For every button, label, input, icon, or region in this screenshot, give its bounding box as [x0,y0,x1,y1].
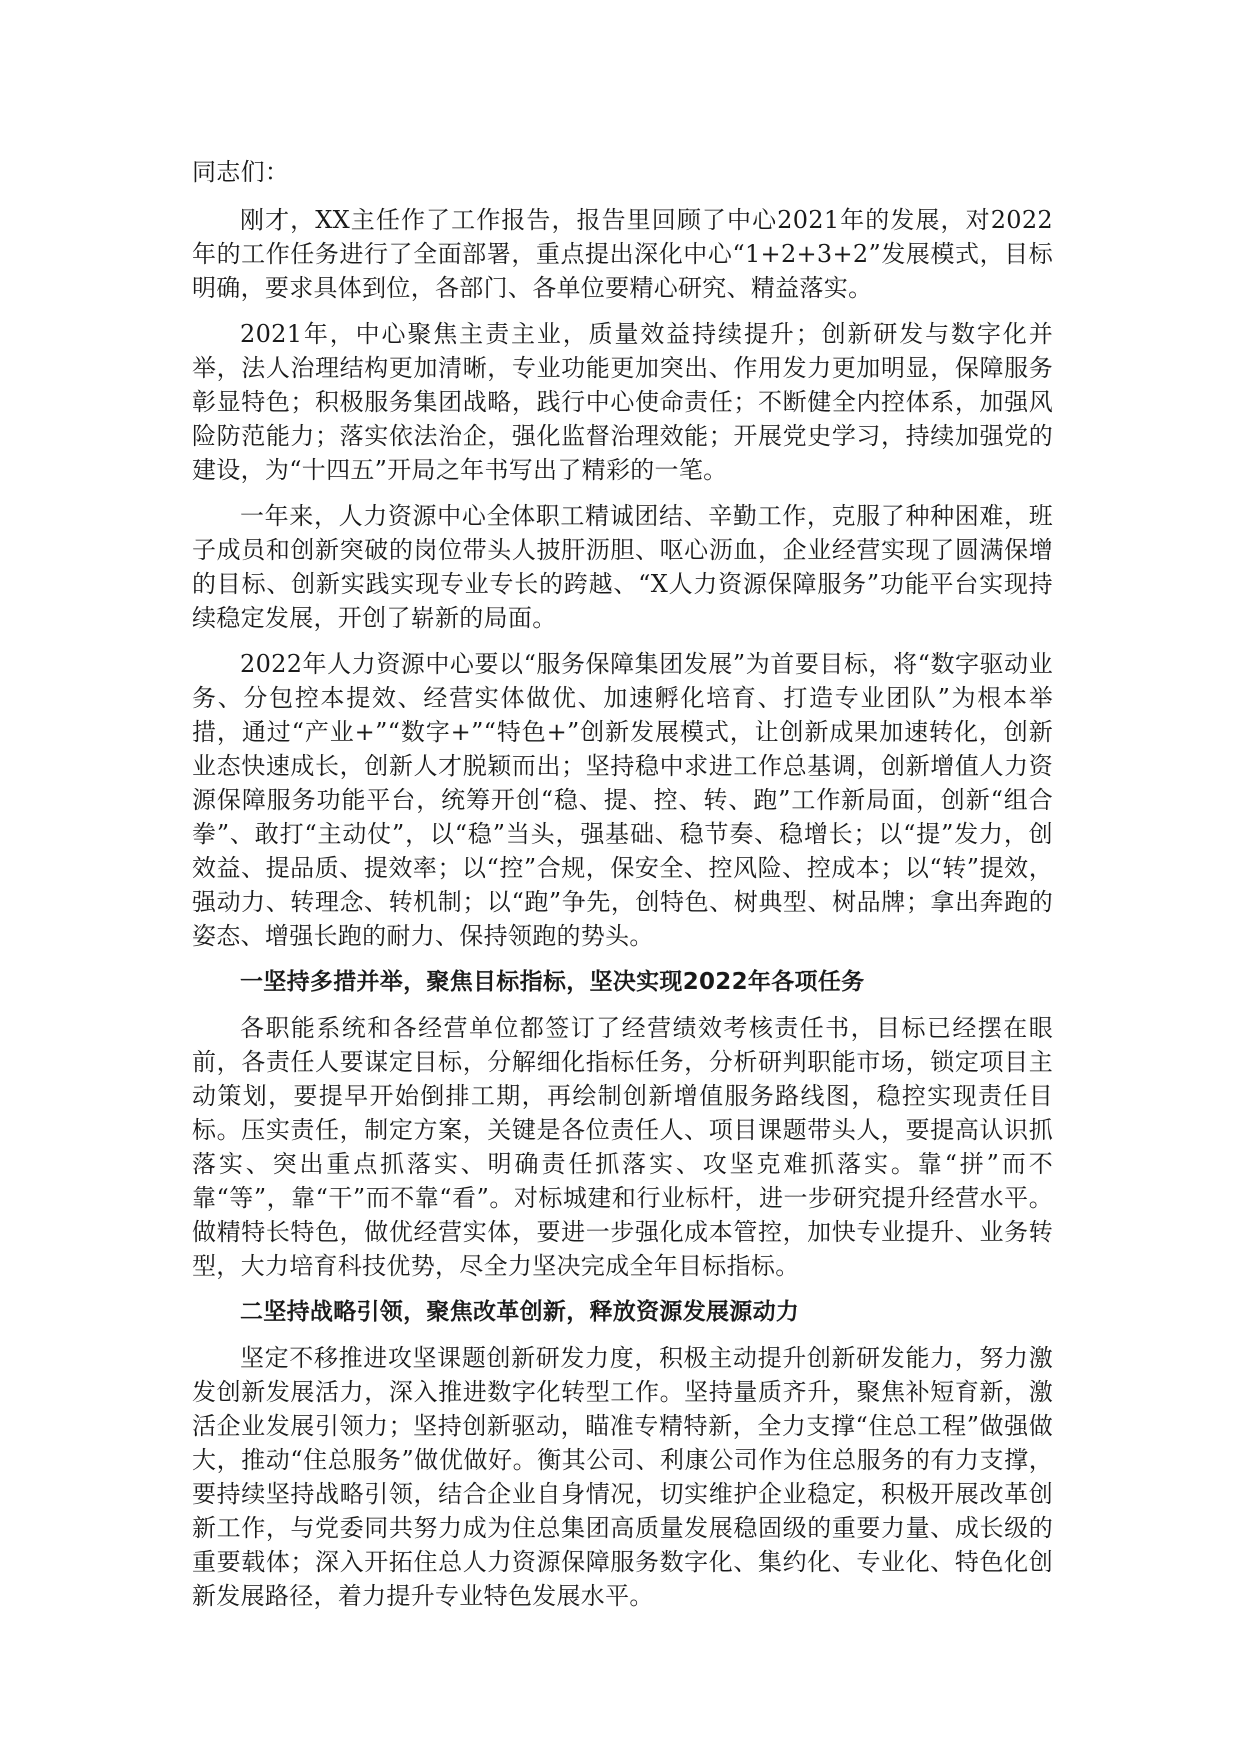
paragraph-year-achievements: 一年来，人力资源中心全体职工精诚团结、辛勤工作，克服了种种困难，班子成员和创新突破的岗位带头人披肝沥胆、呕心沥血，企业经营实现了圆满保增的目标、创新实践实现专业专长的跨越、“X人力资源保障服务”功能平台实现持续稳定发展，开创了崭新的局面。 [192,502,1053,632]
section-body-1: 各职能系统和各经营单位都签订了经营绩效考核责任书，目标已经摆在眼前，各责任人要谋定目标，分解细化指标任务，分析研判职能市场，锁定项目主动策划，要提早开始倒排工期，再绘制创新增值服务路线图，稳控实现责任目标。压实责任，制定方案，关键是各位责任人、项目课题带头人，要提高认识抓落实、突出重点抓落实、明确责任抓落实、攻坚克难抓落实。靠“拼”而不靠“等”，靠“干”而不靠“看”。对标城建和行业标杆，进一步研究提升经营水平。做精特长特色，做优经营实体，要进一步强化成本管控，加快专业提升、业务转型，大力培育科技优势，尽全力坚决完成全年目标指标。 [192,1014,1053,1280]
section-heading-2: 二坚持战略引领，聚焦改革创新，释放资源发展源动力 [240,1299,800,1325]
paragraph-report-intro: 刚才，XX主任作了工作报告，报告里回顾了中心2021年的发展，对2022年的工作任务进行了全面部署，重点提出深化中心“1+2+3+2”发展模式，目标明确，要求具体到位，各部门、各单位要精心研究、精益落实。 [192,206,1053,302]
section-body-2: 坚定不移推进攻坚课题创新研发力度，积极主动提升创新研发能力，努力激发创新发展活力，深入推进数字化转型工作。坚持量质齐升，聚焦补短育新，激活企业发展引领力；坚持创新驱动，瞄准专精特新，全力支撑“住总工程”做强做大，推动“住总服务”做优做好。衡其公司、利康公司作为住总服务的有力支撑，要持续坚持战略引领，结合企业自身情况，切实维护企业稳定，积极开展改革创新工作，与党委同共努力成为住总集团高质量发展稳固级的重要力量、成长级的重要载体；深入开拓住总人力资源保障服务数字化、集约化、专业化、特色化创新发展路径，着力提升专业特色发展水平。 [192,1344,1053,1610]
paragraph-2022-goals: 2022年人力资源中心要以“服务保障集团发展”为首要目标，将“数字驱动业务、分包控本提效、经营实体做优、加速孵化培育、打造专业团队”为根本举措，通过“产业+”“数字+”“特色+”创新发展模式，让创新成果加速转化，创新业态快速成长，创新人才脱颖而出；坚持稳中求进工作总基调，创新增值人力资源保障服务功能平台，统筹开创“稳、提、控、转、跑”工作新局面，创新“组合拳”、敢打“主动仗”，以“稳”当头，强基础、稳节奏、稳增长；以“提”发力，创效益、提品质、提效率；以“控”合规，保安全、控风险、控成本；以“转”提效，强动力、转理念、转机制；以“跑”争先，创特色、树典型、树品牌；拿出奔跑的姿态、增强长跑的耐力、保持领跑的势头。 [192,650,1053,950]
paragraph-2021-review: 2021年，中心聚焦主责主业，质量效益持续提升；创新研发与数字化并举，法人治理结构更加清晰，专业功能更加突出、作用发力更加明显，保障服务彰显特色；积极服务集团战略，践行中心使命责任；不断健全内控体系，加强风险防范能力；落实依法治企，强化监督治理效能；开展党史学习，持续加强党的建设，为“十四五”开局之年书写出了精彩的一笔。 [192,320,1053,484]
document-page [192,155,1053,1625]
section-heading-1: 一坚持多措并举，聚焦目标指标，坚决实现2022年各项任务 [240,969,865,995]
salutation: 同志们： [192,158,290,186]
